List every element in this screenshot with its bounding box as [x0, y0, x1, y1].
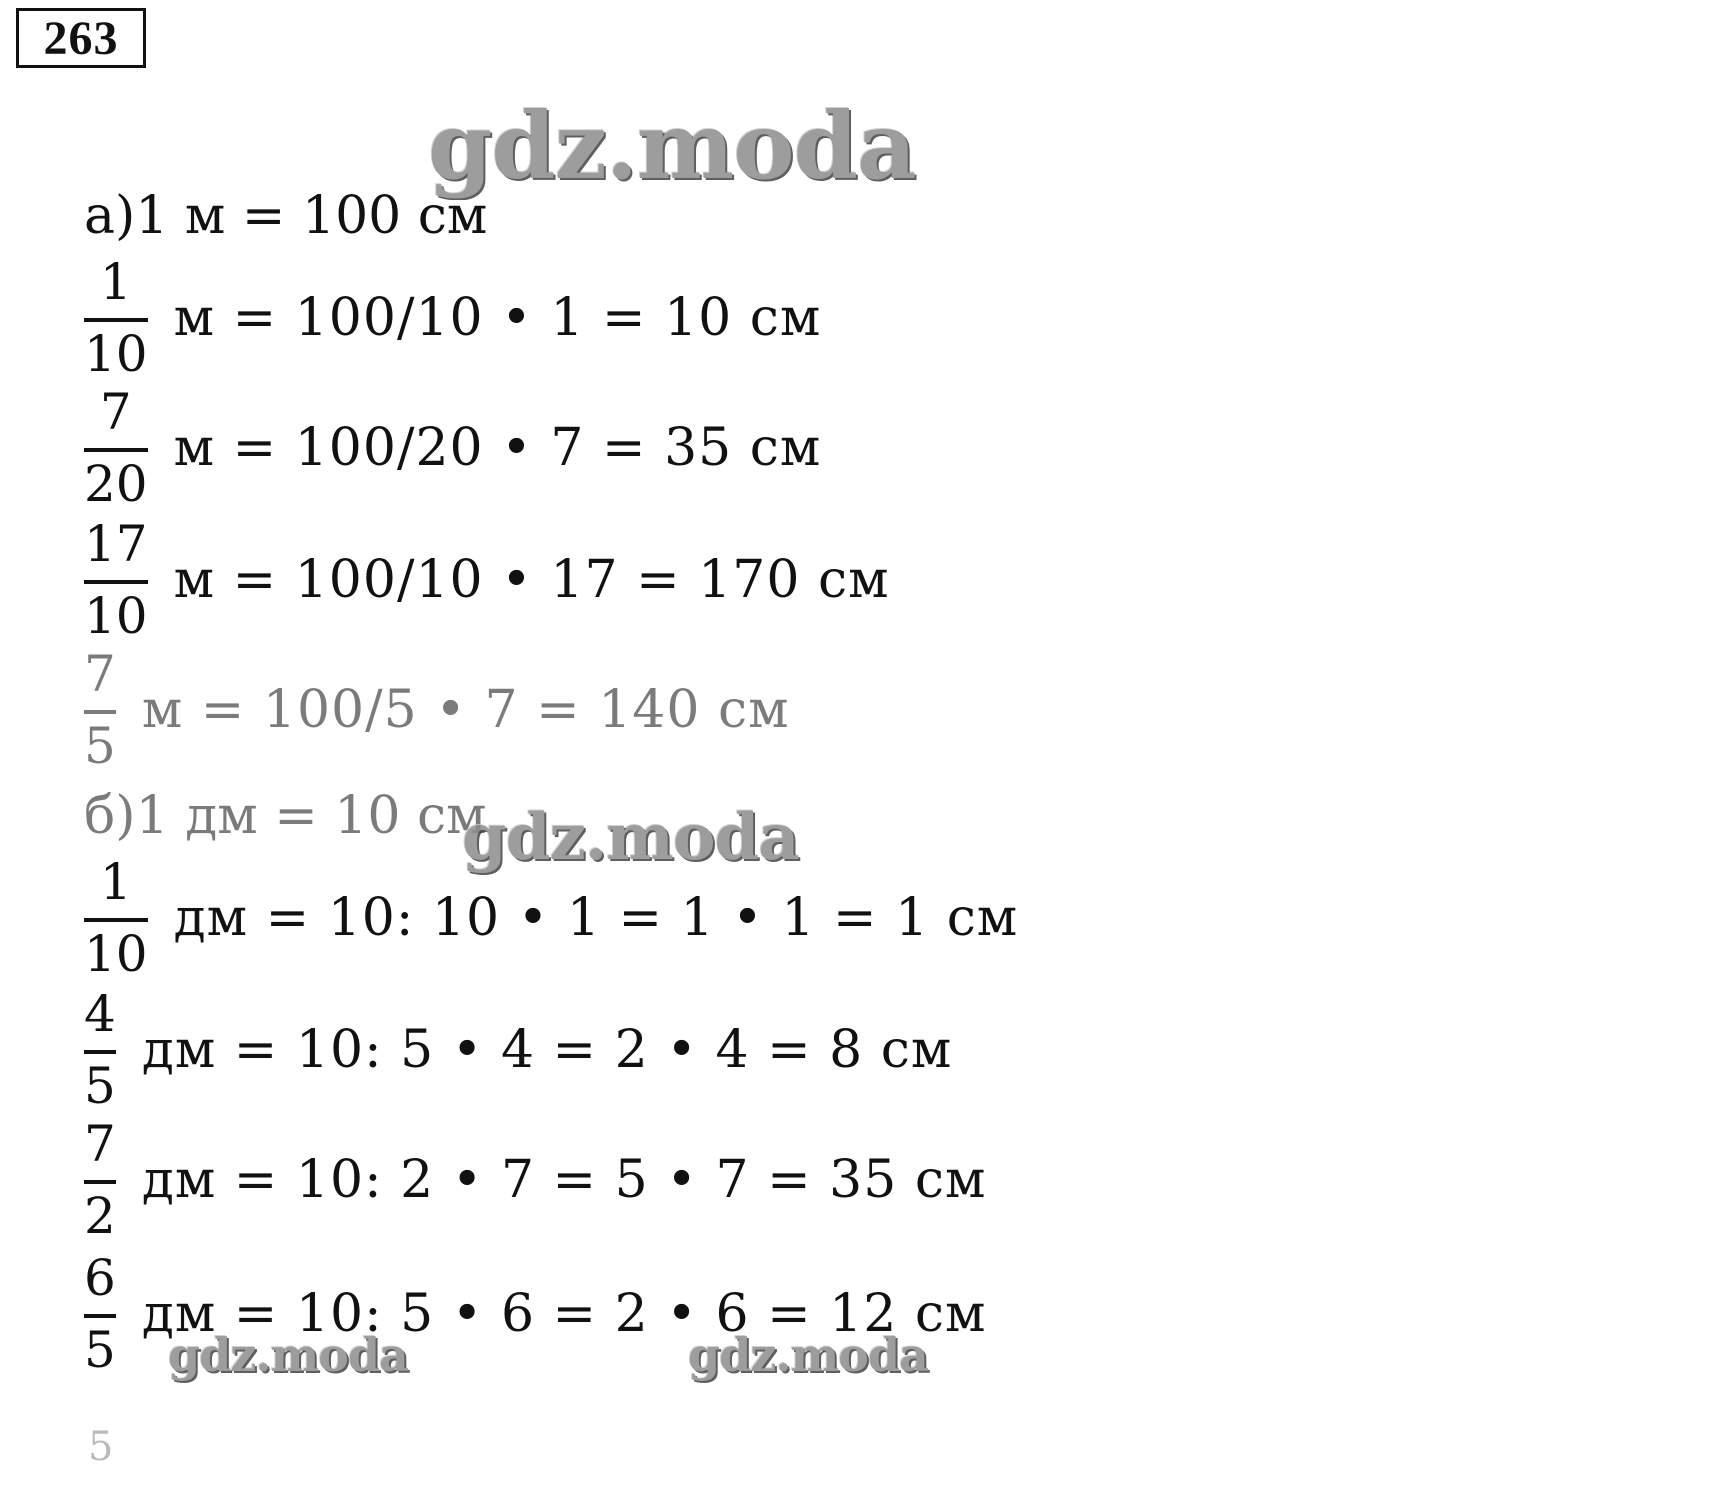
part-a-line [84, 254, 821, 382]
fraction-denominator: 5 [84, 1057, 116, 1115]
equation-text: дм = 10: 2 • 7 = 5 • 7 = 35 см [141, 1150, 987, 1210]
fraction-denominator: 10 [84, 925, 148, 983]
part-a-line [84, 516, 890, 644]
fraction-bar [84, 918, 148, 922]
fraction-bar [84, 710, 116, 714]
equation-text: дм = 10: 5 • 6 = 2 • 6 = 12 см [141, 1284, 987, 1344]
fraction-numerator: 17 [84, 515, 148, 573]
fraction-numerator: 4 [84, 985, 116, 1043]
fraction-denominator: 10 [84, 325, 148, 383]
fraction-bar [84, 1180, 116, 1184]
problem-number: 263 [16, 8, 146, 68]
fraction-bar [84, 1050, 116, 1054]
part-b-heading: б)1 дм = 10 см [84, 786, 487, 846]
stray-digit: 5 [88, 1424, 114, 1470]
fraction-numerator: 7 [99, 383, 132, 441]
equation-text: м = 100/10 • 17 = 170 см [173, 550, 890, 610]
fraction [84, 646, 116, 774]
fraction-denominator: 5 [84, 717, 116, 775]
part-b-line [84, 854, 1018, 982]
part-a-line [84, 646, 790, 774]
fraction-denominator: 10 [84, 587, 148, 645]
part-a-heading: а)1 м = 100 см [84, 186, 488, 246]
fraction [84, 254, 148, 382]
fraction-bar [84, 448, 148, 452]
part-b-line [84, 986, 952, 1114]
fraction-numerator: 1 [99, 853, 132, 911]
watermark-logo: gdz.moda [462, 800, 799, 875]
fraction [84, 1116, 116, 1244]
part-a-line [84, 384, 821, 512]
fraction-denominator: 2 [84, 1187, 116, 1245]
equation-text: м = 100/10 • 1 = 10 см [173, 288, 822, 348]
watermark-logo: gdz.moda [428, 92, 916, 200]
equation-text: дм = 10: 10 • 1 = 1 • 1 = 1 см [173, 888, 1019, 948]
fraction [84, 1250, 116, 1378]
fraction-numerator: 6 [84, 1249, 116, 1307]
equation-text: дм = 10: 5 • 4 = 2 • 4 = 8 см [141, 1020, 953, 1080]
part-b-line [84, 1116, 986, 1244]
fraction-numerator: 7 [84, 1115, 116, 1173]
fraction [84, 854, 148, 982]
fraction-numerator: 1 [99, 253, 132, 311]
equation-text: м = 100/20 • 7 = 35 см [173, 418, 822, 478]
fraction [84, 384, 148, 512]
watermark-logo: gdz.moda [168, 1328, 408, 1382]
fraction [84, 986, 116, 1114]
fraction-bar [84, 580, 148, 584]
watermark-logo: gdz.moda [688, 1328, 928, 1382]
equation-text: м = 100/5 • 7 = 140 см [141, 680, 790, 740]
fraction-bar [84, 1314, 116, 1318]
fraction-denominator: 5 [84, 1321, 116, 1379]
fraction-numerator: 7 [84, 645, 116, 703]
fraction-denominator: 20 [84, 455, 148, 513]
fraction-bar [84, 318, 148, 322]
fraction [84, 516, 148, 644]
